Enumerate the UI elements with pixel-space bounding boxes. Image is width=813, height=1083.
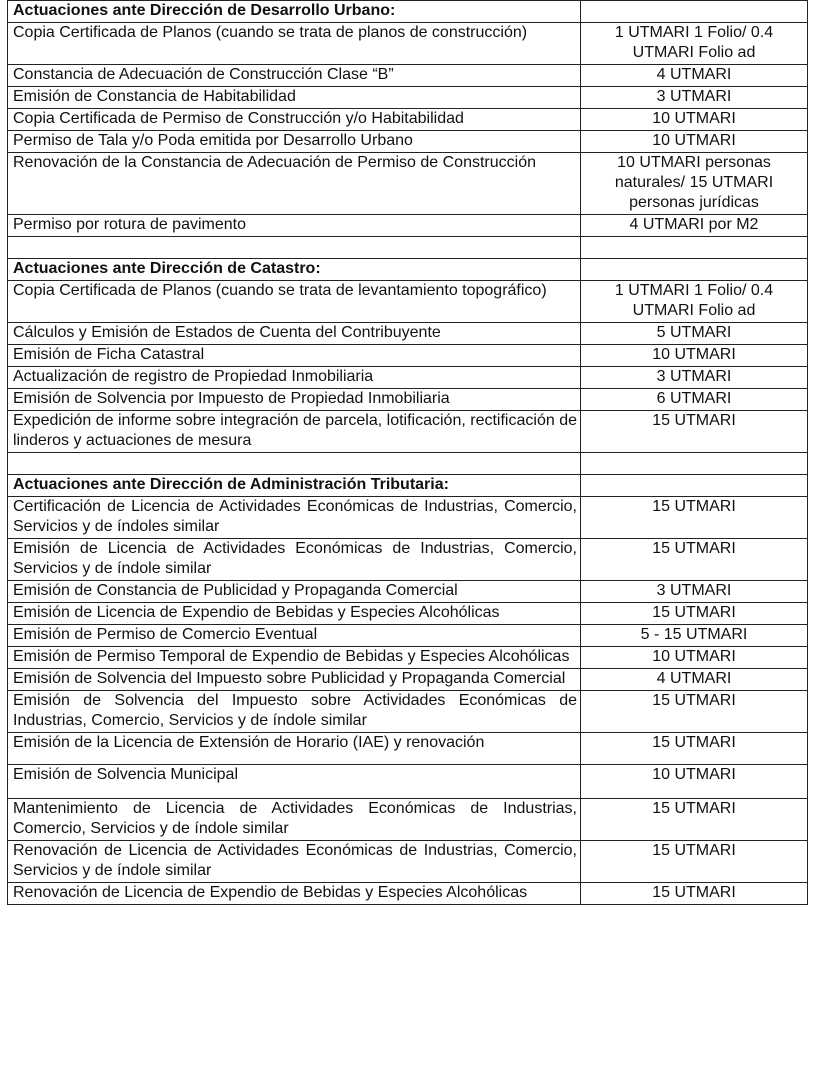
fee-amount: 4 UTMARI <box>581 65 808 87</box>
fee-amount: 4 UTMARI por M2 <box>581 215 808 237</box>
fee-row <box>8 87 808 109</box>
fee-amount: 10 UTMARI <box>581 765 808 799</box>
fee-description: Emisión de Solvencia del Impuesto sobre Publicidad y Propaganda Comercial <box>8 669 581 691</box>
fee-description: Emisión de Solvencia por Impuesto de Propiedad Inmobiliaria <box>8 389 581 411</box>
fee-amount: 15 UTMARI <box>581 539 808 581</box>
fee-description: Emisión de Permiso de Comercio Eventual <box>8 625 581 647</box>
fee-description: Emisión de Licencia de Actividades Económicas de Industrias, Comercio, Servicios y de índole similar <box>8 539 581 581</box>
fee-description: Constancia de Adecuación de Construcción Clase “B” <box>8 65 581 87</box>
fee-row <box>8 539 808 581</box>
fee-row <box>8 323 808 345</box>
fee-description: Emisión de Solvencia del Impuesto sobre Actividades Económicas de Industrias, Comercio, Servicios y de índole similar <box>8 691 581 733</box>
fee-description: Copia Certificada de Planos (cuando se trata de planos de construcción) <box>8 23 581 65</box>
fee-row <box>8 799 808 841</box>
fee-row <box>8 765 808 799</box>
section-header-row <box>8 1 808 23</box>
spacer-cell <box>8 453 581 475</box>
fee-row <box>8 367 808 389</box>
fee-row <box>8 345 808 367</box>
fee-amount: 15 UTMARI <box>581 691 808 733</box>
fee-row <box>8 603 808 625</box>
fee-row <box>8 647 808 669</box>
fee-description: Renovación de Licencia de Expendio de Bebidas y Especies Alcohólicas <box>8 883 581 905</box>
section-header: Actuaciones ante Dirección de Administración Tributaria: <box>8 475 581 497</box>
fee-amount: 15 UTMARI <box>581 603 808 625</box>
fee-amount: 10 UTMARI personas naturales/ 15 UTMARI personas jurídicas <box>581 153 808 215</box>
fee-row <box>8 215 808 237</box>
fee-description: Copia Certificada de Planos (cuando se trata de levantamiento topográfico) <box>8 281 581 323</box>
fee-description: Emisión de Ficha Catastral <box>8 345 581 367</box>
fee-description: Emisión de Licencia de Expendio de Bebidas y Especies Alcohólicas <box>8 603 581 625</box>
fee-row <box>8 841 808 883</box>
section-header-row <box>8 475 808 497</box>
fee-amount: 15 UTMARI <box>581 883 808 905</box>
fee-row <box>8 625 808 647</box>
fee-table <box>7 0 808 905</box>
fee-row <box>8 581 808 603</box>
fee-description: Emisión de Permiso Temporal de Expendio de Bebidas y Especies Alcohólicas <box>8 647 581 669</box>
fee-description: Mantenimiento de Licencia de Actividades Económicas de Industrias, Comercio, Servicios y de índole similar <box>8 799 581 841</box>
fee-amount: 10 UTMARI <box>581 647 808 669</box>
fee-amount: 15 UTMARI <box>581 841 808 883</box>
fee-table-body <box>8 1 808 905</box>
spacer-cell <box>581 453 808 475</box>
fee-row <box>8 153 808 215</box>
fee-description: Expedición de informe sobre integración de parcela, lotificación, rectificación de linderos y actuaciones de mesura <box>8 411 581 453</box>
fee-row <box>8 389 808 411</box>
fee-amount: 6 UTMARI <box>581 389 808 411</box>
section-header-row <box>8 259 808 281</box>
spacer-row <box>8 237 808 259</box>
section-header: Actuaciones ante Dirección de Desarrollo Urbano: <box>8 1 581 23</box>
fee-row <box>8 497 808 539</box>
section-header-amount-cell <box>581 475 808 497</box>
fee-amount: 10 UTMARI <box>581 345 808 367</box>
fee-row <box>8 131 808 153</box>
spacer-row <box>8 453 808 475</box>
fee-amount: 1 UTMARI 1 Folio/ 0.4 UTMARI Folio ad <box>581 23 808 65</box>
fee-amount: 15 UTMARI <box>581 497 808 539</box>
fee-description: Certificación de Licencia de Actividades Económicas de Industrias, Comercio, Servicios y de índoles similar <box>8 497 581 539</box>
spacer-cell <box>581 237 808 259</box>
section-header-amount-cell <box>581 259 808 281</box>
fee-row <box>8 883 808 905</box>
fee-description: Permiso de Tala y/o Poda emitida por Desarrollo Urbano <box>8 131 581 153</box>
section-header-amount-cell <box>581 1 808 23</box>
fee-description: Actualización de registro de Propiedad Inmobiliaria <box>8 367 581 389</box>
fee-description: Cálculos y Emisión de Estados de Cuenta del Contribuyente <box>8 323 581 345</box>
fee-row <box>8 109 808 131</box>
fee-amount: 3 UTMARI <box>581 581 808 603</box>
fee-description: Emisión de Solvencia Municipal <box>8 765 581 799</box>
fee-amount: 10 UTMARI <box>581 131 808 153</box>
section-header: Actuaciones ante Dirección de Catastro: <box>8 259 581 281</box>
fee-row <box>8 411 808 453</box>
fee-amount: 5 UTMARI <box>581 323 808 345</box>
fee-description: Permiso por rotura de pavimento <box>8 215 581 237</box>
fee-description: Emisión de Constancia de Habitabilidad <box>8 87 581 109</box>
fee-row <box>8 733 808 765</box>
fee-amount: 4 UTMARI <box>581 669 808 691</box>
fee-row <box>8 23 808 65</box>
fee-description: Renovación de la Constancia de Adecuación de Permiso de Construcción <box>8 153 581 215</box>
fee-description: Emisión de Constancia de Publicidad y Propaganda Comercial <box>8 581 581 603</box>
fee-amount: 5 - 15 UTMARI <box>581 625 808 647</box>
fee-description: Renovación de Licencia de Actividades Económicas de Industrias, Comercio, Servicios y de índole similar <box>8 841 581 883</box>
fee-description: Copia Certificada de Permiso de Construcción y/o Habitabilidad <box>8 109 581 131</box>
fee-row <box>8 669 808 691</box>
fee-row <box>8 281 808 323</box>
fee-amount: 15 UTMARI <box>581 733 808 765</box>
fee-amount: 15 UTMARI <box>581 411 808 453</box>
fee-amount: 3 UTMARI <box>581 87 808 109</box>
fee-amount: 1 UTMARI 1 Folio/ 0.4 UTMARI Folio ad <box>581 281 808 323</box>
fee-amount: 15 UTMARI <box>581 799 808 841</box>
spacer-cell <box>8 237 581 259</box>
fee-row <box>8 691 808 733</box>
fee-amount: 3 UTMARI <box>581 367 808 389</box>
fee-description: Emisión de la Licencia de Extensión de Horario (IAE) y renovación <box>8 733 581 765</box>
fee-amount: 10 UTMARI <box>581 109 808 131</box>
fee-row <box>8 65 808 87</box>
